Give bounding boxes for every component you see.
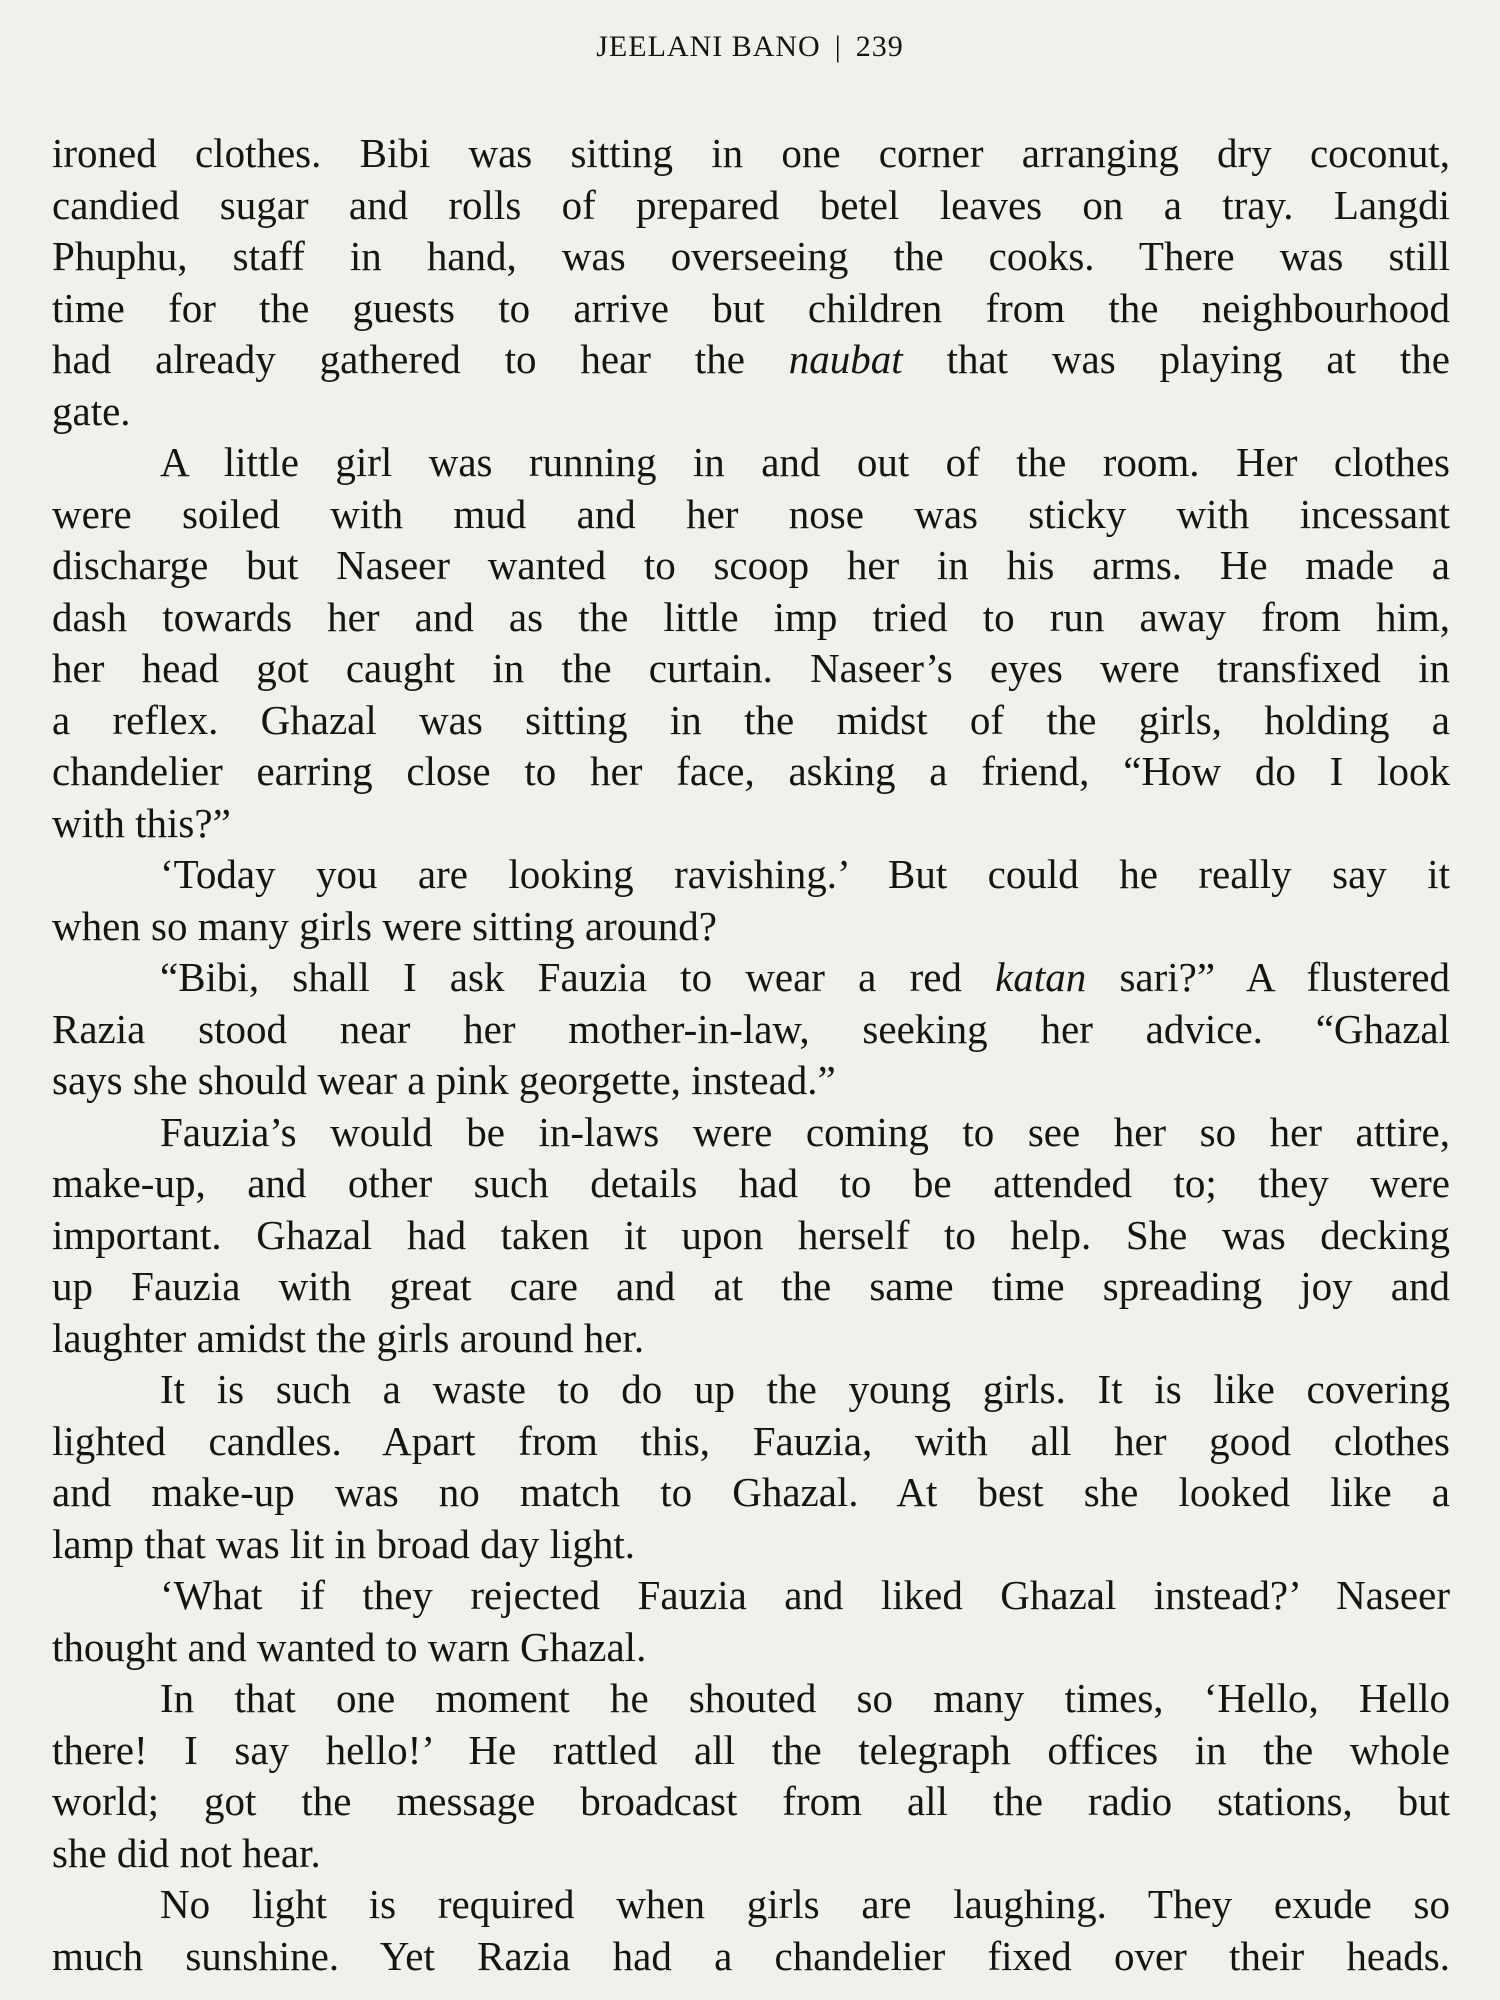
text-line: A little girl was running in and out of the room. Her clothes [160, 439, 1450, 485]
text-line: lighted candles. Apart from this, Fauzia, with all her good clothes [52, 1417, 1450, 1464]
page-body-text [52, 128, 1450, 1982]
text-segment: sari?” A flustered [1086, 954, 1450, 1000]
text-line: chandelier earring close to her face, asking a friend, “How do I look [52, 748, 1450, 794]
text-segment: “Bibi, shall I ask Fauzia to wear a red [160, 954, 996, 1000]
text-line: gate. [52, 387, 131, 434]
text-line: much sunshine. Yet Razia had a chandelier fixed over their heads. [52, 1932, 1450, 1979]
text-line [52, 952, 1450, 1004]
text-segment: had already gathered to hear the [52, 336, 789, 382]
text-line: discharge but Naseer wanted to scoop her in his arms. He made a [52, 542, 1450, 588]
text-line: ironed clothes. Bibi was sitting in one corner arranging dry coconut, [52, 130, 1450, 176]
text-line: make-up, and other such details had to be attended to; they were [52, 1160, 1450, 1206]
text-line: Phuphu, staff in hand, was overseeing the cooks. There was still [52, 233, 1450, 279]
header-page-number: 239 [855, 30, 904, 63]
text-line: says she should wear a pink georgette, instead.” [52, 1057, 836, 1103]
header-author: JEELANI BANO [596, 30, 821, 63]
header-separator: | [834, 30, 842, 63]
text-line: important. Ghazal had taken it upon herself to help. She was decking [52, 1211, 1450, 1258]
italic-term: naubat [788, 336, 903, 382]
text-line [52, 334, 1450, 386]
text-line: were soiled with mud and her nose was sticky with incessant [52, 490, 1450, 537]
text-line: Fauzia’s would be in-laws were coming to see her so her attire, [160, 1108, 1450, 1155]
text-line: Razia stood near her mother-in-law, seeking her advice. “Ghazal [52, 1005, 1450, 1052]
text-line: there! I say hello!’ He rattled all the telegraph offices in the whole [52, 1726, 1450, 1773]
text-line: her head got caught in the curtain. Naseer’s eyes were transfixed in [52, 645, 1450, 691]
text-line: time for the guests to arrive but children from the neighbourhood [52, 284, 1450, 331]
text-line: laughter amidst the girls around her. [52, 1314, 645, 1361]
text-line: with this?” [52, 799, 231, 846]
text-line: ‘Today you are looking ravishing.’ But could he really say it [160, 851, 1450, 897]
text-line: lamp that was lit in broad day light. [52, 1520, 636, 1567]
text-line: she did not hear. [52, 1829, 321, 1876]
text-line: and make-up was no match to Ghazal. At best she looked like a [52, 1469, 1450, 1515]
text-line: ‘What if they rejected Fauzia and liked Ghazal instead?’ Naseer [160, 1572, 1450, 1618]
text-segment: that was playing at the [902, 336, 1450, 382]
running-header [0, 30, 1500, 64]
text-line: up Fauzia with great care and at the same time spreading joy and [52, 1263, 1450, 1309]
text-line: when so many girls were sitting around? [52, 902, 717, 949]
text-line: world; got the message broadcast from all the radio stations, but [52, 1778, 1450, 1824]
text-line: No light is required when girls are laughing. They exude so [160, 1881, 1450, 1927]
text-line: thought and wanted to warn Ghazal. [52, 1623, 647, 1670]
text-line: candied sugar and rolls of prepared betel leaves on a tray. Langdi [52, 181, 1450, 228]
italic-term: katan [995, 954, 1087, 1000]
text-line: a reflex. Ghazal was sitting in the midst of the girls, holding a [52, 696, 1450, 743]
text-line: dash towards her and as the little imp tried to run away from him, [52, 593, 1450, 640]
text-line: It is such a waste to do up the young girls. It is like covering [160, 1366, 1450, 1412]
text-line: In that one moment he shouted so many times, ‘Hello, Hello [160, 1675, 1450, 1721]
